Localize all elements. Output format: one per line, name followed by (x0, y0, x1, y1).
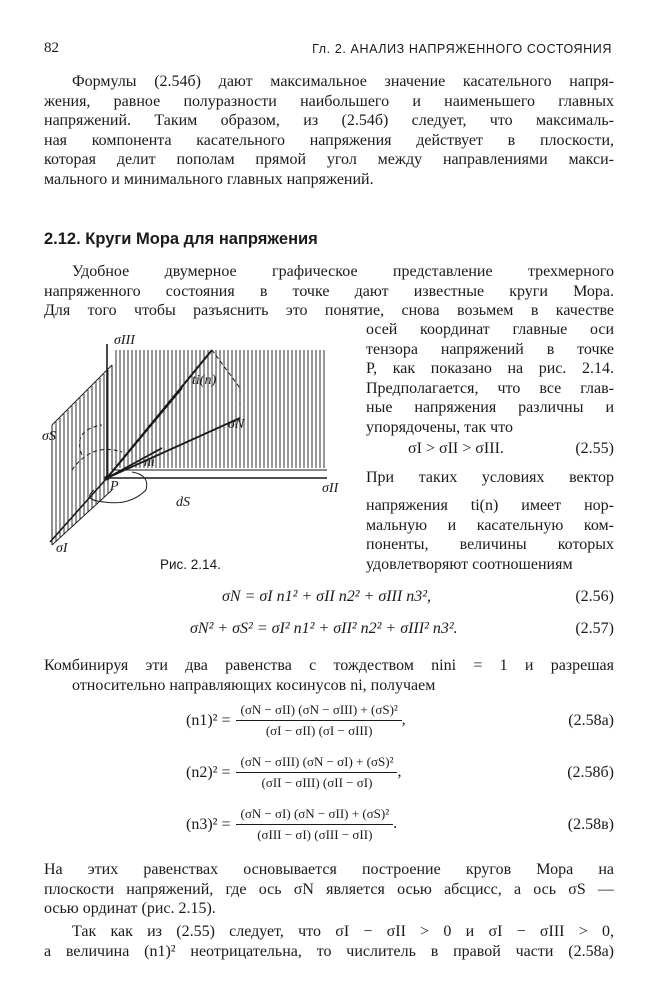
equation-punct: . (393, 815, 398, 833)
equation-lhs: (n2)² = (186, 763, 231, 781)
label-t-vector: ti(n) (192, 373, 217, 388)
running-title: Гл. 2. АНАЛИЗ НАПРЯЖЕННОГО СОСТОЯНИЯ (312, 42, 612, 56)
label-sigma-n: σN (228, 417, 245, 432)
text-line: а величина (n1)² неотрицательна, то числитель в правой части (2.58а) (44, 942, 614, 960)
equation-2-58b (186, 754, 401, 791)
text-line: напряженного состояния в точке дают известные круги Мора. (44, 282, 614, 300)
text-line: ная компонента касательного напряжения действует в плоскости, (44, 131, 614, 149)
intro-paragraph (44, 72, 614, 189)
text-line: поненты, величины которых (366, 536, 614, 554)
text-line: удовлетворяют соотношениям (366, 555, 573, 573)
equation-punct: , (401, 711, 406, 729)
equation-number: (2.58б) (567, 764, 614, 781)
label-sigma-s: σS (42, 429, 56, 444)
equation-fraction (236, 806, 393, 843)
text-line: плоскости напряжений, где ось σN является осью абсцисс, а ось σS — (44, 880, 614, 898)
text-line: Удобное двумерное графическое представление трехмерного (72, 263, 614, 280)
mohr-paragraph (44, 262, 614, 321)
text-line: Так как из (2.55) следует, что σI − σII > 0 и σI − σIII > 0, (72, 923, 614, 940)
after-eq-column (366, 468, 614, 574)
equation-fraction (236, 702, 401, 739)
equation-lhs: (n3)² = (186, 815, 231, 833)
text-line: Для того чтобы разъяснить это понятие, снова возьмем в качестве (44, 302, 614, 319)
page-number: 82 (44, 40, 59, 56)
page-header (44, 40, 612, 62)
section-title: 2.12. Круги Мора для напряжения (44, 230, 318, 248)
text-line: тензора напряжений в точке (366, 340, 614, 358)
text-line: P, как показано на рис. 2.14. (366, 360, 614, 378)
text-line: относительно направляющих косинусов ni, получаем (72, 676, 436, 694)
equation-number: (2.58а) (568, 712, 614, 729)
fraction-numerator: (σN − σIII) (σN − σI) + (σS)² (236, 754, 397, 773)
equation-number: (2.55) (575, 440, 614, 457)
fraction-denominator: (σI − σII) (σI − σIII) (265, 723, 373, 738)
text-line: На этих равенствах основывается построение кругов Мора на (44, 861, 614, 878)
final-paragraph (44, 922, 614, 961)
text-line: упорядочены, так что (366, 418, 513, 436)
text-line: Предполагается, что все глав- (366, 379, 614, 397)
equation-2-57: σN² + σS² = σI² n1² + σII² n2² + σIII² n3². (190, 620, 458, 637)
figure-caption: Рис. 2.14. (160, 557, 221, 572)
text-line: мальную и касательную ком- (366, 516, 614, 534)
text-line: которая делит пополам прямой угол между направлениями макси- (44, 151, 614, 168)
equation-2-55: σI > σII > σIII. (408, 440, 504, 457)
label-n-vector: ni (144, 455, 155, 470)
equation-fraction (236, 754, 397, 791)
label-point-p: P (110, 479, 119, 494)
hatched-wall (56, 350, 324, 541)
text-line: осей координат главные оси (366, 321, 614, 338)
mohr-paragraph-column (366, 320, 614, 438)
point-p (105, 476, 110, 481)
equation-2-58a (186, 702, 406, 739)
fraction-denominator: (σII − σIII) (σII − σI) (261, 775, 373, 790)
figure-2-14 (42, 330, 342, 560)
text-line: напряжения ti(n) имеет нор- (366, 497, 614, 515)
fraction-numerator: (σN − σII) (σN − σIII) + (σS)² (236, 702, 401, 721)
equation-number: (2.57) (575, 620, 614, 637)
label-sigma-ii: σII (322, 481, 339, 496)
axis-sigma-i (50, 478, 107, 542)
equation-lhs: (n1)² = (186, 711, 231, 729)
text-line: ные напряжения различны и (366, 399, 614, 417)
text-line: напряжений. Таким образом, из (2.54б) следует, что максималь- (44, 112, 614, 129)
text-line: При таких условиях вектор (366, 469, 614, 486)
combine-paragraph (44, 656, 614, 695)
equation-number: (2.56) (575, 588, 614, 605)
text-line: Формулы (2.54б) дают максимальное значение касательного напря- (72, 73, 614, 90)
text-line: Комбинируя эти два равенства с тождеством nini = 1 и разрешая (44, 657, 614, 674)
closing-paragraph (44, 860, 614, 919)
equation-number: (2.58в) (567, 816, 614, 833)
text-line: осью ординат (рис. 2.15). (44, 900, 216, 917)
text-line: мального и минимального главных напряжений. (44, 170, 374, 188)
equation-punct: , (397, 763, 402, 781)
fraction-numerator: (σN − σI) (σN − σII) + (σS)² (236, 806, 393, 825)
label-area-ds: dS (176, 495, 190, 510)
label-sigma-i: σI (56, 541, 68, 556)
label-sigma-iii: σIII (114, 333, 135, 348)
text-line: жения, равное полуразности наибольшего и наименьшего главных (44, 92, 614, 110)
fraction-denominator: (σIII − σI) (σIII − σII) (257, 827, 373, 842)
equation-2-58c (186, 806, 397, 843)
equation-2-56: σN = σI n1² + σII n2² + σIII n3², (222, 588, 431, 605)
